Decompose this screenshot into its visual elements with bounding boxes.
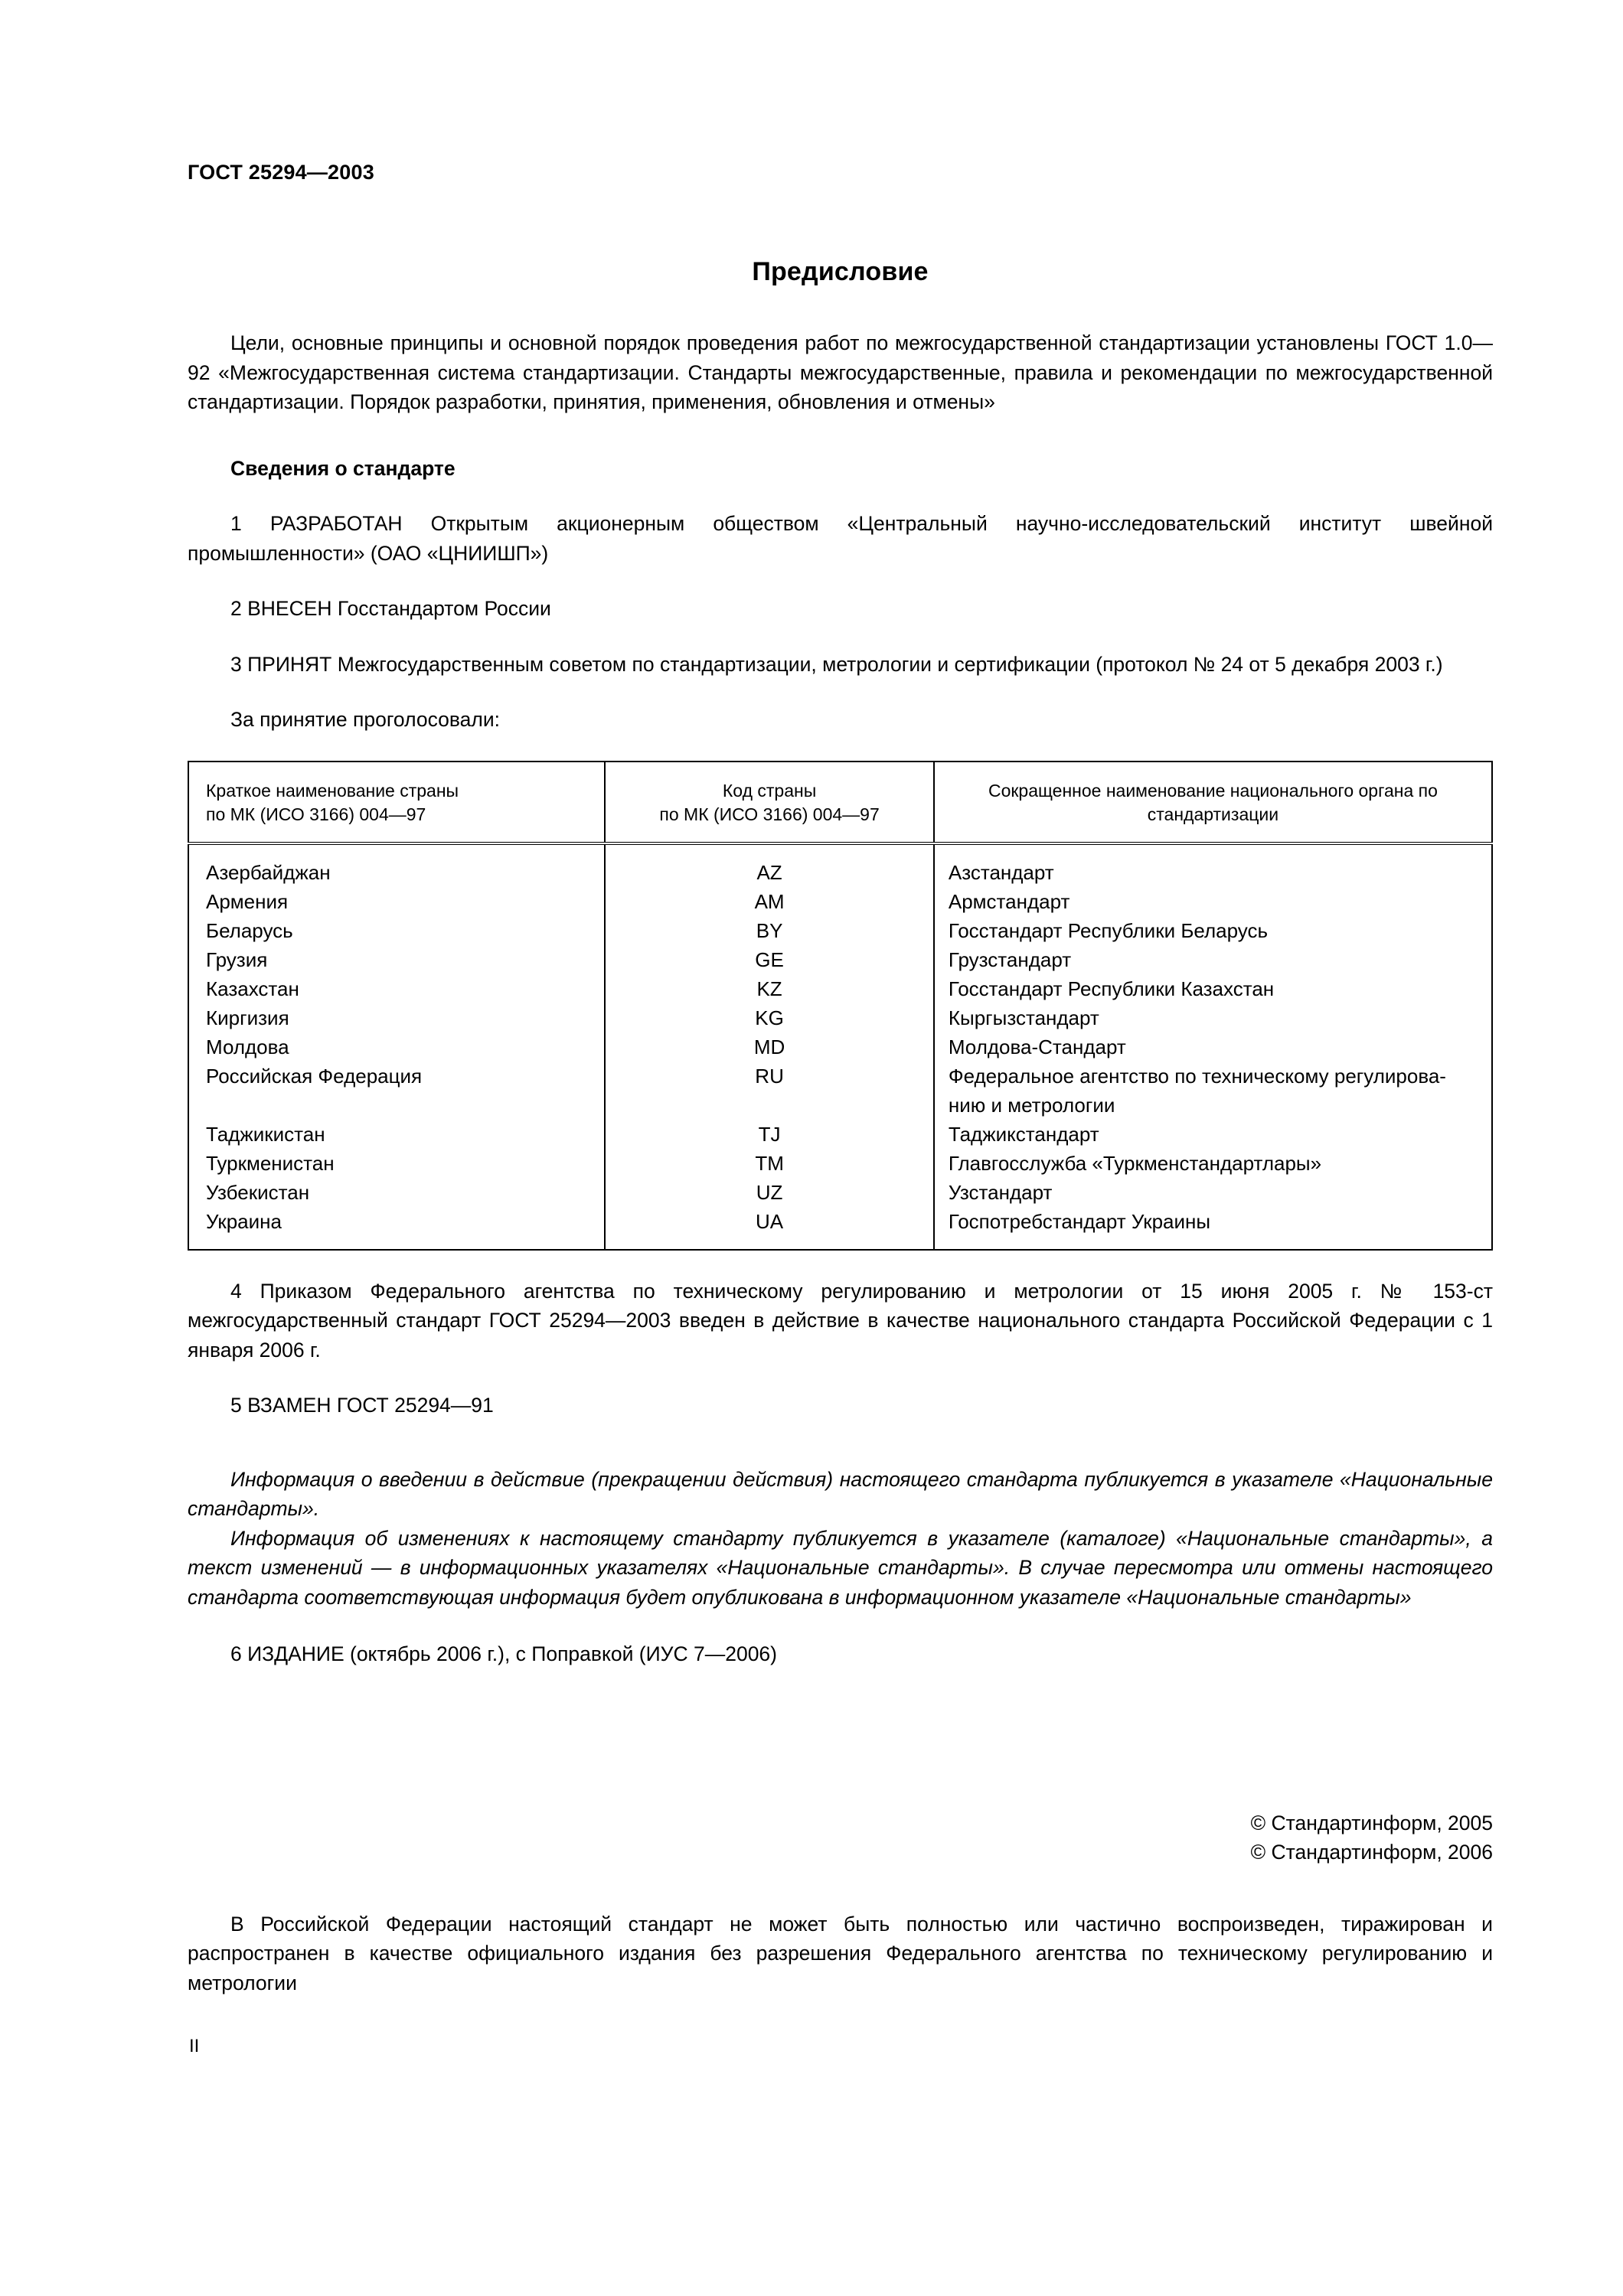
cell-country-code: TJ (605, 1120, 934, 1149)
standard-number-header: ГОСТ 25294—2003 (188, 161, 374, 184)
table-row (188, 1178, 1492, 1207)
cell-country-code: BY (605, 916, 934, 945)
column-header-line-2: по МК (ИСО 3166) 004—97 (659, 804, 880, 824)
copyright-line-1: © Стандартинформ, 2005 (1250, 1811, 1493, 1835)
table-row (188, 1091, 1492, 1120)
cell-standard-body: Главгосслужба «Туркменстандартлары» (934, 1149, 1492, 1178)
cell-country-name: Казахстан (188, 974, 605, 1003)
table-row (188, 843, 1492, 887)
table-header-row (188, 762, 1492, 843)
column-header-line-2: по МК (ИСО 3166) 004—97 (206, 804, 426, 824)
spacer (188, 2024, 1493, 2036)
cell-standard-body: Госстандарт Республики Казахстан (934, 974, 1492, 1003)
post-table-item-4: 4 Приказом Федерального агентства по техническому регулированию и метрологии от 15 июня 2005 г. № 153-ст межгосударственный стандарт ГОСТ 25294—2003 введен в действие в качестве национального стандарта Российской Федерации с 1 января 2006 г. (188, 1279, 1493, 1362)
table-column-header-country (188, 762, 605, 843)
table-row (188, 974, 1492, 1003)
cell-standard-body: Кыргызстандарт (934, 1003, 1492, 1032)
cell-standard-body: нию и метрологии (934, 1091, 1492, 1120)
table-row (188, 1032, 1492, 1062)
cell-country-name: Таджикистан (188, 1120, 605, 1149)
cell-country-name: Российская Федерация (188, 1062, 605, 1091)
voting-countries-table (188, 761, 1493, 1251)
cell-standard-body: Таджикстандарт (934, 1120, 1492, 1149)
cell-country-name: Туркменистан (188, 1149, 605, 1178)
cell-standard-body: Армстандарт (934, 887, 1492, 916)
cell-country-name: Азербайджан (188, 843, 605, 887)
cell-country-code: GE (605, 945, 934, 974)
intro-paragraph: Цели, основные принципы и основной порядок проведения работ по межгосударственной стандартизации установлены ГОСТ 1.0—92 «Межгосударственная система стандартизации. Стандарты межгосударственные, правила и рекомендации по межгосударственной стандартизации. Порядок разработки, принятия, применения, обновления и отмены» (188, 331, 1493, 413)
cell-country-name: Киргизия (188, 1003, 605, 1032)
post-table-item-5: 5 ВЗАМЕН ГОСТ 25294—91 (230, 1394, 494, 1417)
cell-country-name: Молдова (188, 1032, 605, 1062)
column-header-line-2: стандартизации (1147, 804, 1279, 824)
table-row (188, 1207, 1492, 1250)
table-row (188, 916, 1492, 945)
standard-info-item-2: 2 ВНЕСЕН Госстандартом России (230, 597, 551, 620)
notice-paragraph-2: Информация об изменениях к настоящему стандарту публикуется в указателе (каталоге) «Национальные стандарты», а текст изменений — в информационных указателях «Национальные стандарты». В случае пересмотра или отмены настоящего стандарта соответствующая информация будет опубликована в информационном указателе «Национальные стандарты» (188, 1526, 1493, 1609)
cell-standard-body: Грузстандарт (934, 945, 1492, 974)
spacer (188, 1446, 1493, 1465)
empty-cell (206, 1091, 593, 1120)
cell-country-code: KZ (605, 974, 934, 1003)
cell-standard-body: Федеральное агентство по техническому регулирова- (934, 1062, 1492, 1091)
cell-country-name: Армения (188, 887, 605, 916)
cell-country-code: UA (605, 1207, 934, 1250)
table-row (188, 945, 1492, 974)
spacer (188, 443, 1493, 454)
empty-cell (616, 1091, 923, 1120)
table-row (188, 1120, 1492, 1149)
standard-info-heading: Сведения о стандарте (230, 456, 456, 480)
cell-country-name: Грузия (188, 945, 605, 974)
cell-country-code: MD (605, 1032, 934, 1062)
cell-country-code: RU (605, 1062, 934, 1091)
cell-country-code: TM (605, 1149, 934, 1178)
table-column-header-code (605, 762, 934, 843)
cell-standard-body: Молдова-Стандарт (934, 1032, 1492, 1062)
column-header-line-1: Сокращенное наименование национального органа по (988, 780, 1438, 801)
cell-standard-body: Госпотребстандарт Украины (934, 1207, 1492, 1250)
cell-country-name: Узбекистан (188, 1178, 605, 1207)
cell-standard-body: Азстандарт (934, 843, 1492, 887)
cell-standard-body: Госстандарт Республики Беларусь (934, 916, 1492, 945)
notice-paragraph-1: Информация о введении в действие (прекращении действия) настоящего стандарта публикуется в указателе «Национальные стандарты». (188, 1467, 1493, 1520)
cell-country-code (605, 1091, 934, 1120)
copyright-line-2: © Стандартинформ, 2006 (1250, 1840, 1493, 1864)
cell-country-name: Беларусь (188, 916, 605, 945)
cell-country-code: UZ (605, 1178, 934, 1207)
edition-item-6: 6 ИЗДАНИЕ (октябрь 2006 г.), с Поправкой (ИУС 7—2006) (230, 1642, 777, 1665)
table-column-header-body (934, 762, 1492, 843)
reproduction-notice: В Российской Федерации настоящий стандарт не может быть полностью или частично воспроизведен, тиражирован и распространен в качестве официального издания без разрешения Федерального агентства по техническому регулированию и метрологии (188, 1912, 1493, 1994)
cell-country-code: AZ (605, 843, 934, 887)
spacer (188, 1695, 1493, 1808)
spacer (188, 1867, 1493, 1910)
table-row (188, 1149, 1492, 1178)
standard-info-item-1: 1 РАЗРАБОТАН Открытым акционерным обществом «Центральный научно-исследовательский институт швейной промышленности» (ОАО «ЦНИИШП») (188, 512, 1493, 565)
table-row (188, 1062, 1492, 1091)
cell-country-name (188, 1091, 605, 1120)
cell-country-code: AM (605, 887, 934, 916)
table-header (188, 762, 1492, 843)
cell-country-name: Украина (188, 1207, 605, 1250)
page-title: Предисловие (752, 257, 929, 286)
table-row (188, 887, 1492, 916)
cell-standard-body: Узстандарт (934, 1178, 1492, 1207)
vote-intro-paragraph: За принятие проголосовали: (230, 708, 501, 731)
cell-country-code: KG (605, 1003, 934, 1032)
standard-info-item-3: 3 ПРИНЯТ Межгосударственным советом по стандартизации, метрологии и сертификации (протокол № 24 от 5 декабря 2003 г.) (230, 652, 1443, 676)
table-body (188, 843, 1492, 1250)
page-number: II (189, 2036, 200, 2056)
column-header-line-1: Краткое наименование страны (206, 780, 459, 801)
spacer (188, 1612, 1493, 1639)
column-header-line-1: Код страны (722, 780, 817, 801)
table-row (188, 1003, 1492, 1032)
